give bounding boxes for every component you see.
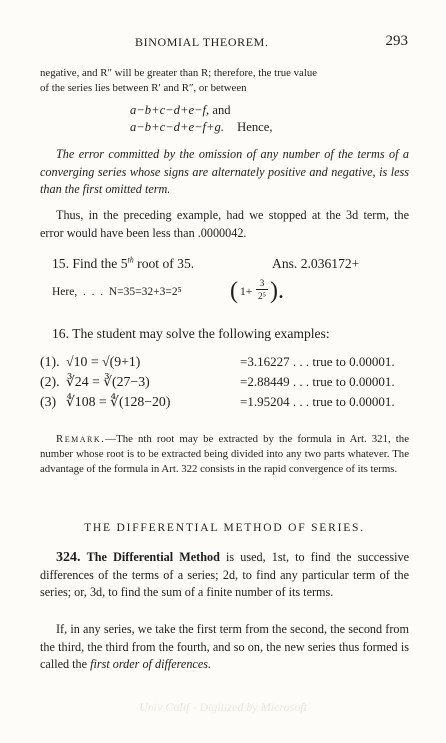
- running-header: [0, 35, 446, 55]
- definition-paragraph: [40, 621, 409, 674]
- example-number: (1).: [40, 354, 60, 369]
- problem-15-statement: 15. Find the 5th root of 35.: [52, 255, 195, 271]
- formula-tail-1: and: [212, 103, 231, 117]
- here-equation: Here, . . . N=35=32+3=2⁵: [52, 286, 182, 298]
- problem-15-answer: Ans. 2.036172+: [272, 256, 360, 271]
- problem-15: [40, 255, 409, 275]
- example-note: Thus, in the preceding example, had we stopped at the 3d term, the error would have been less than .0000042.: [40, 208, 409, 240]
- example-value: =3.16227 . . . true to 0.00001.: [240, 354, 395, 369]
- problem-15-working: [40, 280, 409, 306]
- example-value: =1.95204 . . . true to 0.00001.: [240, 394, 395, 409]
- example-expression: ∛24 = ∛(27−3): [66, 374, 150, 389]
- formula-tail-2: Hence,: [237, 120, 273, 134]
- definition-text: If, in any series, we take the first term from the second, the second from the third, the third from the fourth, and so on, the new series thus formed is called the: [40, 622, 409, 671]
- definition-emphasis: first order of differences.: [90, 657, 212, 671]
- bracket-one: 1+: [240, 286, 253, 298]
- example-expression: ∜108 = ∜(128−20): [66, 394, 171, 409]
- series-formula-1: [130, 102, 231, 118]
- remark-text: —The nth root may be extracted by the formula in Art. 321, the number whose root is to be extracted being divided into any two parts whatever. The advantage of the formula in Art. 322 consists in the rapid convergence of its terms.: [40, 433, 409, 475]
- example-row-2: [40, 374, 409, 392]
- bracket-open: (: [230, 278, 238, 304]
- article-324: [40, 549, 409, 602]
- header-title: BINOMIAL THEOREM.: [135, 35, 269, 49]
- series-formula-2: [130, 119, 272, 135]
- article-text: is used, 1st, to find the successive differences of the terms of a series; 2d, to find any particular term of the series; or, 3d, to find the sum of a finite number of its terms.: [40, 550, 410, 599]
- page-number: 293: [385, 33, 408, 49]
- formula-expression-2: a−b+c−d+e−f+g.: [130, 120, 225, 134]
- example-row-1: [40, 354, 409, 372]
- fraction-denominator: 2⁵: [257, 292, 267, 302]
- intro-line-1: negative, and R″ will be greater than R; therefore, the true value: [40, 67, 318, 79]
- bracket-close: ).: [270, 278, 284, 304]
- article-number: 324.: [56, 550, 81, 565]
- example-number: (3): [40, 394, 57, 409]
- example-number: (2).: [40, 374, 60, 389]
- intro-line-2: of the series lies between R′ and R″, or between: [40, 82, 247, 94]
- intro-paragraph: [40, 66, 409, 96]
- example-value: =2.88449 . . . true to 0.00001.: [240, 374, 395, 389]
- example-row-3: [40, 394, 409, 412]
- section-heading: THE DIFFERENTIAL METHOD OF SERIES.: [84, 522, 365, 534]
- problem-16: 16. The student may solve the following examples:: [52, 326, 330, 341]
- example-expression: √10 = √(9+1): [66, 354, 141, 369]
- formula-expression-1: a−b+c−d+e−f,: [130, 103, 210, 117]
- rule-paragraph: The error committed by the omission of any number of the terms of a converging series whose signs are alternately positive and negative, is less than the first omitted term.: [40, 147, 409, 196]
- remark-paragraph: [40, 432, 409, 477]
- fraction-numerator: 3: [256, 279, 268, 290]
- article-bold-label: The Differential Method: [86, 550, 220, 564]
- remark-label: Remark.: [56, 433, 106, 445]
- digitization-watermark: Univ Calif - Digitized by Microsoft: [139, 700, 307, 714]
